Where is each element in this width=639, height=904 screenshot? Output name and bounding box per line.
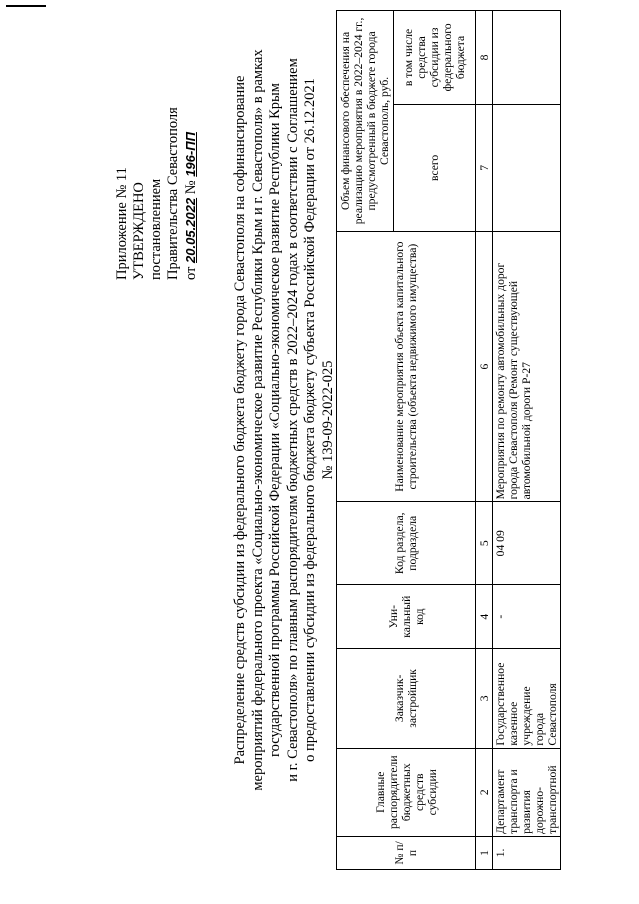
title-line: № 139-09-2022-025 [319, 360, 336, 480]
row-unique-code: - [493, 585, 561, 649]
approved-label: УТВЕРЖДЕНО [131, 182, 147, 280]
col-number: 5 [476, 502, 493, 585]
col-number: 1 [476, 836, 493, 869]
col-number: 3 [476, 649, 493, 748]
table-row [493, 11, 561, 870]
title-line: Распределение средств субсидии из федерального бюджета бюджету города Севастополя на софинансирование [232, 75, 248, 765]
title-line: мероприятий федерального проекта «Социально-экономическое развитие Республики Крым и г. Севастополя» в рамках [249, 49, 266, 791]
header-num: № п/п [337, 836, 476, 869]
government-label: Правительства Севастополя [165, 107, 181, 280]
title-line: и г. Севастополя» по главным распорядителям бюджетных средств в 2022–2024 годах в соответствии с Соглашением [284, 58, 301, 782]
rotated-document-page [14, 10, 634, 890]
row-num: 1. [493, 836, 561, 869]
col-number: 8 [476, 11, 493, 105]
header-total: всего [394, 104, 476, 231]
row-customer: Государственное казенное учреждение города Севастополя [493, 649, 561, 748]
title-line: государственной программы Российской Федерации «Социально-экономическое развитие Республики Крым [267, 83, 284, 757]
row-section-code: 04 09 [493, 502, 561, 585]
number-label: № [183, 180, 199, 195]
decree-date: 20.05.2022 [183, 197, 198, 263]
row-federal [493, 11, 561, 105]
document-title [232, 40, 338, 800]
decree-label: постановлением [148, 178, 164, 280]
top-edge-mark [6, 5, 46, 7]
header-federal: в том числе средства субсидии из федерального бюджета [394, 11, 476, 105]
col-number: 2 [476, 748, 493, 836]
appendix-number: Приложение № 11 [114, 167, 130, 280]
header-row [337, 11, 394, 870]
header-funding: Объем финансового обеспечения на реализацию мероприятия в 2022–2024 гг., предусмотренный в бюджете города Севастополь, руб. [337, 11, 394, 232]
from-label: от [183, 266, 199, 280]
decree-number: 196-ПП [183, 132, 198, 177]
header-customer: Заказчик-застройщик [337, 649, 476, 748]
row-name: Мероприятия по ремонту автомобильных дорог города Севастополя (Ремонт существующей автомобильной дороги Р-27 [493, 231, 561, 502]
header-name: Наименование мероприятия объекта капитального строительства (объекта недвижимого имущества) [337, 231, 476, 502]
col-number: 7 [476, 104, 493, 231]
column-number-row [476, 11, 493, 870]
row-total [493, 104, 561, 231]
col-number: 4 [476, 585, 493, 649]
header-section-code: Код раздела, подраздела [337, 502, 476, 585]
title-line: о предоставлении субсидии из федерального бюджета бюджету субъекта Российской Федерации от 26.12.2021 [302, 78, 319, 762]
approval-block [114, 30, 200, 280]
col-number: 6 [476, 231, 493, 502]
decree-date-line [182, 30, 200, 280]
row-grbs: Департамент транспорта и развития дорожно-транспортной [493, 748, 561, 836]
header-grbs: Главные распорядители бюджетных средств субсидии [337, 748, 476, 836]
header-unique-code: Уни-кальный код [337, 585, 476, 649]
distribution-table [336, 10, 561, 870]
